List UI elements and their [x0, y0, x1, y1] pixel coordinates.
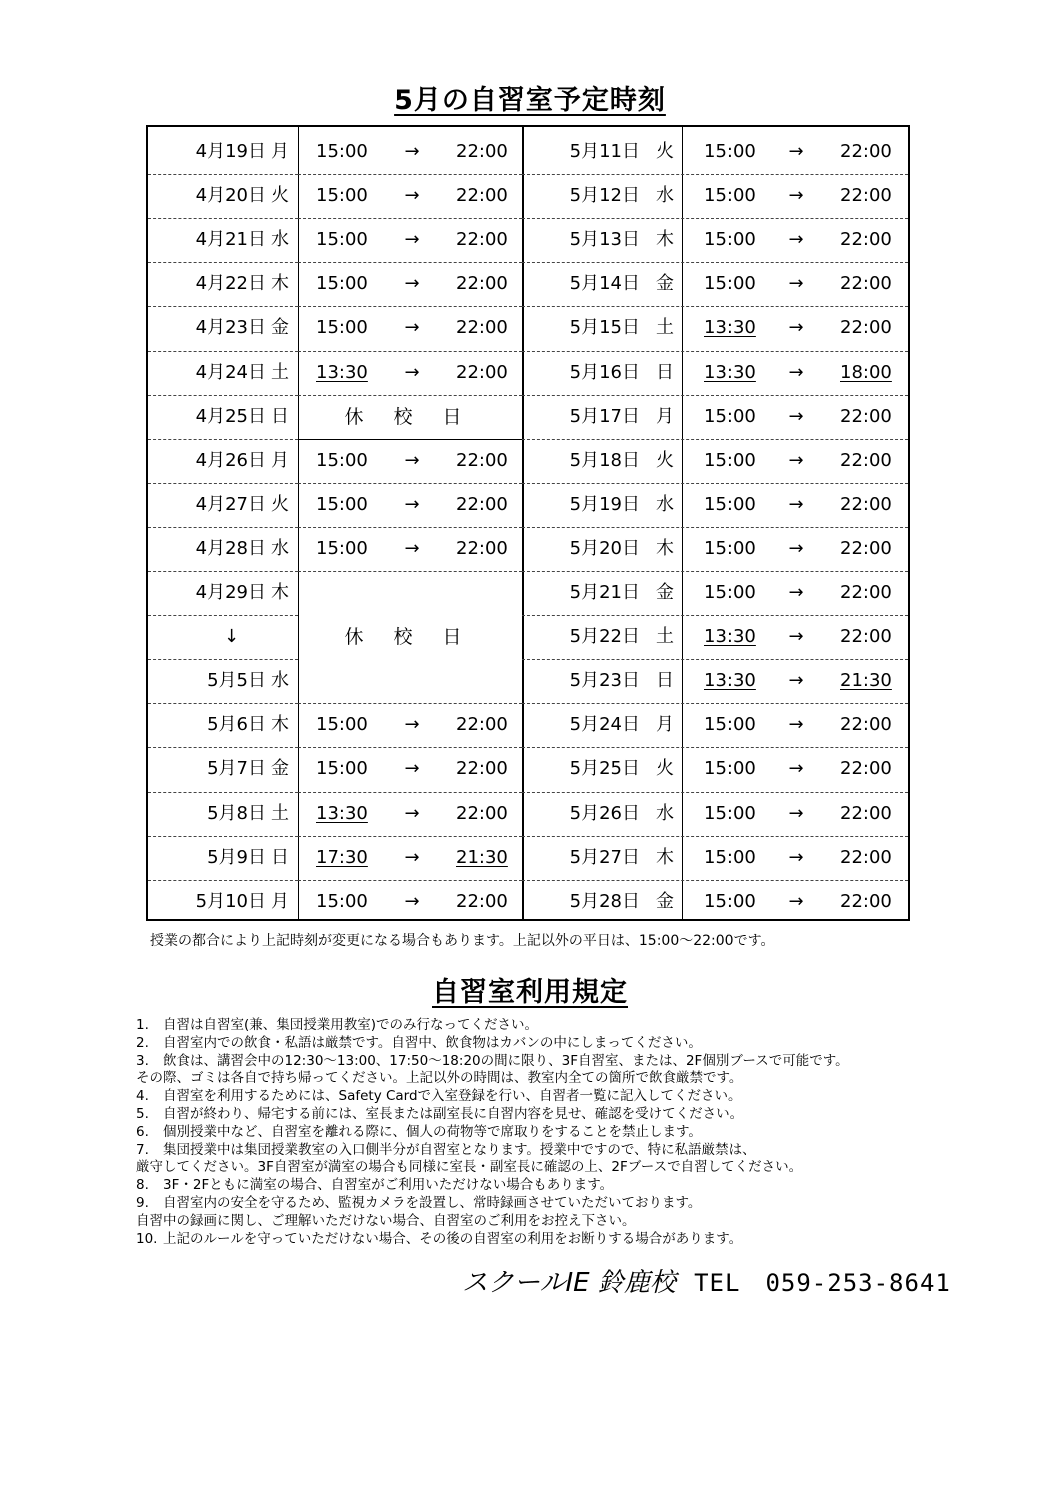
start-time: 13:30 — [316, 802, 368, 824]
rule-number: 2. — [136, 1034, 149, 1051]
schedule-date: 5月14日 — [569, 273, 640, 295]
end-time: 22:00 — [840, 758, 892, 780]
rules-title-text: 自習室利用規定 — [432, 977, 628, 1008]
arrow-icon: → — [788, 802, 804, 824]
end-time: 22:00 — [840, 802, 892, 824]
schedule-weekday: 木 — [656, 229, 674, 251]
start-time: 15:00 — [316, 317, 368, 339]
arrow-icon: → — [788, 626, 804, 648]
rule-item — [136, 1035, 936, 1053]
end-time: 22:00 — [456, 890, 508, 912]
schedule-weekday: 木 — [271, 714, 289, 736]
schedule-date: 5月10日 — [195, 890, 266, 912]
start-time: 15:00 — [316, 758, 368, 780]
schedule-date: 4月22日 — [195, 273, 266, 295]
schedule-date: 4月29日 — [195, 582, 266, 603]
schedule-weekday: 土 — [271, 361, 289, 383]
schedule-date: 4月27日 — [195, 493, 266, 515]
start-time: 15:00 — [316, 229, 368, 251]
schedule-date: 5月21日 — [569, 582, 640, 603]
end-time: 22:00 — [456, 273, 508, 295]
arrow-icon: → — [788, 405, 804, 427]
rule-item — [136, 1017, 936, 1035]
closed-period-label: 休 校 日 — [344, 626, 474, 648]
schedule-date: 4月28日 — [195, 537, 266, 559]
start-time: 17:30 — [316, 846, 368, 868]
start-time: 13:30 — [704, 670, 756, 692]
rule-text: 厳守してください。3F自習室が満室の場合も同様に室長・副室長に確認の上、2Fブースで自習してください。 — [136, 1159, 803, 1176]
end-time: 22:00 — [840, 714, 892, 736]
arrow-icon: → — [404, 758, 420, 780]
rule-text: 自習室内の安全を守るため、監視カメラを設置し、常時録画させていただいております。 — [163, 1194, 702, 1211]
start-time: 13:30 — [704, 317, 756, 339]
schedule-weekday: 木 — [271, 273, 289, 295]
start-time: 15:00 — [704, 802, 756, 824]
rule-text: 自習室を利用するためには、Safety Cardで入室登録を行い、自習者一覧に記入してください。 — [163, 1088, 742, 1105]
schedule-weekday: 金 — [656, 582, 674, 603]
arrow-icon: → — [788, 273, 804, 295]
schedule-weekday: 金 — [656, 890, 674, 912]
schedule-date: 5月6日 — [207, 714, 266, 736]
schedule-weekday: 月 — [271, 890, 289, 912]
end-time: 22:00 — [840, 449, 892, 471]
arrow-icon: → — [404, 361, 420, 383]
schedule-date: 4月24日 — [195, 361, 266, 383]
rule-number: 8. — [136, 1177, 149, 1194]
schedule-weekday: 土 — [271, 802, 289, 824]
start-time: 15:00 — [704, 493, 756, 515]
arrow-icon: → — [788, 141, 804, 162]
start-time: 15:00 — [316, 141, 368, 162]
arrow-icon: → — [788, 890, 804, 912]
start-time: 13:30 — [704, 361, 756, 383]
school-name: スクールIE 鈴鹿校 — [462, 1268, 676, 1298]
end-time: 22:00 — [456, 185, 508, 207]
schedule-weekday: 金 — [271, 758, 289, 780]
schedule-date: 5月24日 — [569, 714, 640, 736]
rule-item — [136, 1142, 936, 1160]
schedule-weekday: 木 — [271, 582, 289, 603]
schedule-date: 5月16日 — [569, 361, 640, 383]
rule-text: 個別授業中など、自習室を離れる際に、個人の荷物等で席取りをすることを禁止します。 — [163, 1123, 702, 1140]
rule-text: 飲食は、講習会中の12:30～13:00、17:50～18:20の間に限り、3F自習室、または、2F個別ブースで可能です。 — [163, 1052, 849, 1069]
page-title — [0, 78, 1060, 117]
schedule-date: 4月21日 — [195, 229, 266, 251]
schedule-date: 4月26日 — [195, 449, 266, 471]
arrow-icon: → — [788, 582, 804, 603]
arrow-icon: → — [788, 449, 804, 471]
end-time: 22:00 — [840, 229, 892, 251]
start-time: 15:00 — [704, 141, 756, 162]
end-time: 22:00 — [456, 714, 508, 736]
schedule-date: 5月19日 — [569, 493, 640, 515]
rule-item — [136, 1070, 936, 1088]
end-time: 18:00 — [840, 361, 892, 383]
rule-item — [136, 1124, 936, 1142]
schedule-date: 5月8日 — [207, 802, 266, 824]
start-time: 13:30 — [704, 626, 756, 648]
schedule-weekday: 月 — [271, 449, 289, 471]
closed-day-label: 休 校 日 — [344, 405, 474, 428]
end-time: 22:00 — [840, 626, 892, 648]
schedule-date: 5月18日 — [569, 449, 640, 471]
arrow-icon: → — [788, 185, 804, 207]
end-time: 22:00 — [456, 758, 508, 780]
start-time: 15:00 — [704, 229, 756, 251]
rule-text: 自習室内での飲食・私語は厳禁です。自習中、飲食物はカバンの中にしまってください。 — [163, 1034, 702, 1051]
schedule-weekday: 土 — [656, 317, 674, 339]
arrow-icon: → — [788, 714, 804, 736]
schedule-weekday: 火 — [656, 758, 674, 780]
rule-item — [136, 1231, 936, 1249]
end-time: 22:00 — [456, 141, 508, 162]
end-time: 22:00 — [456, 537, 508, 559]
arrow-icon: → — [404, 493, 420, 515]
start-time: 15:00 — [704, 185, 756, 207]
end-time: 22:00 — [840, 273, 892, 295]
schedule-weekday: 水 — [271, 537, 289, 559]
end-time: 22:00 — [840, 846, 892, 868]
schedule-weekday: 火 — [656, 141, 674, 162]
schedule-date: 5月15日 — [569, 317, 640, 339]
schedule-weekday: 日 — [271, 405, 289, 427]
start-time: 15:00 — [316, 185, 368, 207]
rule-number: 4. — [136, 1088, 149, 1105]
schedule-weekday: 火 — [271, 493, 289, 515]
arrow-icon: → — [788, 846, 804, 868]
end-time: 22:00 — [456, 449, 508, 471]
start-time: 15:00 — [316, 493, 368, 515]
rule-number: 5. — [136, 1105, 149, 1122]
arrow-icon: → — [788, 493, 804, 515]
rule-number: 3. — [136, 1052, 149, 1069]
schedule-weekday: 土 — [656, 626, 674, 648]
schedule-weekday: 水 — [271, 229, 289, 251]
start-time: 15:00 — [704, 537, 756, 559]
start-time: 15:00 — [704, 714, 756, 736]
arrow-icon: → — [788, 361, 804, 383]
start-time: 15:00 — [316, 890, 368, 912]
start-time: 15:00 — [704, 846, 756, 868]
rule-number: 7. — [136, 1141, 149, 1158]
arrow-icon: → — [788, 229, 804, 251]
schedule-weekday: 水 — [656, 185, 674, 207]
rule-text: 自習が終わり、帰宅する前には、室長または副室長に自習内容を見せ、確認を受けてください。 — [163, 1105, 744, 1122]
arrow-icon: → — [788, 670, 804, 692]
rules-title — [0, 970, 1060, 1009]
end-time: 22:00 — [456, 802, 508, 824]
end-time: 22:00 — [456, 317, 508, 339]
arrow-icon: → — [404, 714, 420, 736]
schedule-date: 4月23日 — [195, 317, 266, 339]
schedule-date: 5月22日 — [569, 626, 640, 648]
schedule-date: 4月20日 — [195, 185, 266, 207]
schedule-date: 5月11日 — [569, 141, 640, 162]
schedule-weekday: 金 — [656, 273, 674, 295]
schedule-weekday: 水 — [656, 802, 674, 824]
end-time: 22:00 — [840, 582, 892, 603]
start-time: 15:00 — [316, 449, 368, 471]
end-time: 22:00 — [456, 229, 508, 251]
rule-item — [136, 1213, 936, 1231]
schedule-date: 5月20日 — [569, 537, 640, 559]
schedule-date: 5月25日 — [569, 758, 640, 780]
arrow-icon: → — [404, 273, 420, 295]
end-time: 21:30 — [456, 846, 508, 868]
schedule-weekday: 日 — [656, 361, 674, 383]
arrow-icon: → — [788, 758, 804, 780]
arrow-icon: → — [404, 229, 420, 251]
rule-text: その際、ゴミは各自で持ち帰ってください。上記以外の時間は、教室内全ての箇所で飲食厳禁です。 — [136, 1070, 743, 1087]
rule-text: 上記のルールを守っていただけない場合、その後の自習室の利用をお断りする場合があります。 — [163, 1230, 743, 1247]
schedule-date: 5月5日 — [207, 670, 266, 692]
start-time: 15:00 — [704, 273, 756, 295]
schedule-date: 5月17日 — [569, 405, 640, 427]
start-time: 13:30 — [316, 361, 368, 383]
arrow-icon: → — [404, 802, 420, 824]
start-time: 15:00 — [704, 890, 756, 912]
arrow-icon: → — [788, 317, 804, 339]
schedule-date: 5月23日 — [569, 670, 640, 692]
arrow-icon: → — [404, 185, 420, 207]
end-time: 22:00 — [456, 493, 508, 515]
schedule-weekday: 火 — [271, 185, 289, 207]
schedule-date: 5月28日 — [569, 890, 640, 912]
schedule-date: 5月12日 — [569, 185, 640, 207]
phone-number: TEL 059-253-8641 — [694, 1269, 951, 1297]
start-time: 15:00 — [704, 758, 756, 780]
rule-item — [136, 1088, 936, 1106]
rule-number: 9. — [136, 1194, 149, 1211]
schedule-weekday: 金 — [271, 317, 289, 339]
rule-item — [136, 1195, 936, 1213]
start-time: 15:00 — [704, 405, 756, 427]
end-time: 22:00 — [456, 361, 508, 383]
end-time: 22:00 — [840, 537, 892, 559]
rule-number: 6. — [136, 1123, 149, 1140]
arrow-icon: → — [788, 537, 804, 559]
rule-item — [136, 1177, 936, 1195]
rule-text: 集団授業中は集団授業教室の入口側半分が自習室となります。授業中ですので、特に私語厳禁は、 — [163, 1141, 756, 1158]
schedule-weekday: 水 — [656, 493, 674, 515]
rule-item — [136, 1106, 936, 1124]
arrow-icon: → — [404, 449, 420, 471]
end-time: 22:00 — [840, 141, 892, 162]
arrow-icon: → — [404, 890, 420, 912]
schedule-date: 5月7日 — [207, 758, 266, 780]
rule-item — [136, 1159, 936, 1177]
rule-text: 自習中の録画に関し、ご理解いただけない場合、自習室のご利用をお控え下さい。 — [136, 1212, 636, 1229]
end-time: 22:00 — [840, 317, 892, 339]
rules-list — [136, 1017, 936, 1248]
arrow-icon: → — [404, 537, 420, 559]
arrow-icon: → — [404, 141, 420, 162]
end-time: 22:00 — [840, 493, 892, 515]
schedule-weekday: 日 — [656, 670, 674, 692]
page-title-text: 5月の自習室予定時刻 — [394, 85, 666, 116]
rule-item — [136, 1053, 936, 1071]
schedule-date: 4月19日 — [195, 141, 266, 162]
schedule-weekday: 月 — [656, 714, 674, 736]
column-divider — [682, 127, 683, 919]
schedule-weekday: 火 — [656, 449, 674, 471]
rule-text: 3F・2Fともに満室の場合、自習室がご利用いただけない場合もあります。 — [163, 1177, 614, 1194]
schedule-table — [146, 125, 910, 921]
schedule-weekday: 木 — [656, 537, 674, 559]
schedule-weekday: 日 — [271, 846, 289, 868]
rule-number: 1. — [136, 1017, 149, 1033]
schedule-weekday: 水 — [271, 670, 289, 692]
footer — [462, 1262, 951, 1299]
arrow-icon: → — [404, 317, 420, 339]
start-time: 15:00 — [704, 449, 756, 471]
schedule-date: 5月9日 — [207, 846, 266, 868]
arrow-icon: → — [404, 846, 420, 868]
end-time: 21:30 — [840, 670, 892, 692]
start-time: 15:00 — [316, 714, 368, 736]
end-time: 22:00 — [840, 890, 892, 912]
schedule-date: 5月26日 — [569, 802, 640, 824]
schedule-note: 授業の都合により上記時刻が変更になる場合もあります。上記以外の平日は、15:00～22:00です。 — [150, 933, 775, 949]
start-time: 15:00 — [316, 537, 368, 559]
end-time: 22:00 — [840, 185, 892, 207]
schedule-date: ↓ — [224, 626, 240, 648]
schedule-date: 5月13日 — [569, 229, 640, 251]
schedule-weekday: 木 — [656, 846, 674, 868]
rule-text: 自習は自習室(兼、集団授業用教室)でのみ行なってください。 — [163, 1017, 539, 1033]
rule-number: 10. — [136, 1230, 158, 1247]
end-time: 22:00 — [840, 405, 892, 427]
start-time: 15:00 — [316, 273, 368, 295]
schedule-date: 4月25日 — [195, 405, 266, 427]
schedule-weekday: 月 — [271, 141, 289, 162]
start-time: 15:00 — [704, 582, 756, 603]
schedule-weekday: 月 — [656, 405, 674, 427]
schedule-date: 5月27日 — [569, 846, 640, 868]
